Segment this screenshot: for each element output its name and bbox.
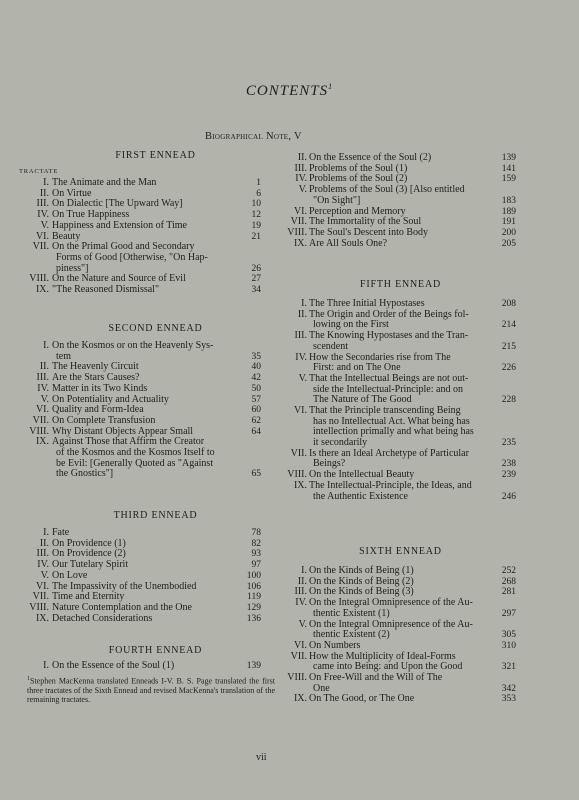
toc-entry-page: 246 <box>501 491 516 502</box>
toc-entry <box>284 331 516 352</box>
toc-entry-title: How the Multiplicity of Ideal-Forms <box>309 650 456 662</box>
toc-entry-title: Our Tutelary Spirit <box>52 559 129 571</box>
toc-entry-page: 321 <box>501 662 516 673</box>
toc-entry-page: 19 <box>251 220 261 231</box>
biographical-note-entry: Biographical Note, V <box>205 131 302 142</box>
toc-entry <box>284 641 516 652</box>
toc-entry-page: 62 <box>251 415 261 426</box>
toc-entry-page: 191 <box>501 217 516 228</box>
section-heading-first-ennead: FIRST ENNEAD <box>115 150 196 161</box>
toc-entry-title: On the Essence of the Soul (1) <box>52 660 175 671</box>
toc-entry-title: tem <box>56 350 71 362</box>
toc-entry-numeral: II. <box>297 152 307 163</box>
tractate-label: TRACTATE <box>19 168 59 175</box>
toc-entry-numeral: II. <box>297 308 307 320</box>
toc-entry-title: intellection primally and what being has <box>313 426 474 438</box>
footnote-marker: 1 <box>328 82 334 91</box>
section-heading-fourth-ennead: FOURTH ENNEAD <box>108 645 203 656</box>
toc-entry-page: 119 <box>247 592 261 603</box>
toc-entry-title: On Complete Transfusion <box>52 414 156 426</box>
toc-entry-title: On the Integral Omnipresence of the Au- <box>309 597 473 609</box>
toc-entry-title: Against Those that Affirm the Creator <box>52 436 205 448</box>
toc-entry-title: The Immortality of the Soul <box>309 216 422 228</box>
toc-entry-numeral: I. <box>43 660 49 671</box>
toc-entry-title: Matter in its Two Kinds <box>52 382 148 394</box>
toc-entry-page: 159 <box>501 174 516 185</box>
toc-entry-title: On the Kinds of Being (2) <box>309 575 414 587</box>
toc-entry-title: On The Good, or The One <box>309 693 415 705</box>
toc-entry-page: 281 <box>501 587 516 598</box>
toc-entry-title: Happiness and Extension of Time <box>52 219 187 231</box>
toc-entry <box>284 652 516 673</box>
toc-entry-page: 136 <box>246 613 261 624</box>
toc-entry-page: 238 <box>501 459 516 470</box>
toc-entry-numeral: IX. <box>35 436 49 448</box>
toc-entry-title: Fate <box>52 527 70 538</box>
toc-entry-title: Beauty <box>52 230 81 242</box>
toc-entry-numeral: V. <box>298 618 307 630</box>
toc-entry-numeral: II. <box>39 361 49 373</box>
toc-entry-title: thentic Existent (1) <box>313 607 390 619</box>
title-text: CONTENTS <box>245 83 329 99</box>
toc-entry-numeral: VII. <box>32 414 49 426</box>
toc-entry-title: "On Sight"] <box>313 194 361 206</box>
toc-entry <box>27 341 261 362</box>
toc-entry <box>27 603 261 614</box>
toc-entry-numeral: V. <box>298 184 307 196</box>
toc-entry-title: The Animate and the Man <box>52 177 157 188</box>
toc-entry-title: Quality and Form-Idea <box>52 404 144 416</box>
toc-entry-title: On Dialectic [The Upward Way] <box>52 198 183 210</box>
toc-entry-numeral: VIII. <box>287 226 307 238</box>
toc-entry-numeral: IX. <box>293 693 307 705</box>
toc-entry-numeral: VI. <box>35 580 49 592</box>
toc-entry-title: of the Kosmos and the Kosmos Itself to <box>56 446 215 458</box>
toc-entry-page: 10 <box>251 199 261 210</box>
toc-entry-page: 139 <box>501 153 516 163</box>
toc-entry-title: On Providence (2) <box>52 548 126 560</box>
toc-entry-page: 252 <box>501 566 516 576</box>
section-heading-fifth-ennead: FIFTH ENNEAD <box>360 279 441 290</box>
toc-entry <box>27 384 261 395</box>
toc-entry-page: 35 <box>251 351 261 362</box>
toc-entry-page: 189 <box>501 206 516 217</box>
toc-entry-title: The Origin and Order of the Beings fol- <box>309 308 469 320</box>
toc-entry <box>27 416 261 427</box>
toc-entry-title: Are the Stars Causes? <box>52 372 140 384</box>
toc-entry-title: "The Reasoned Dismissal" <box>52 284 160 295</box>
toc-entry-page: 183 <box>501 195 516 206</box>
toc-entry-page: 50 <box>251 383 261 394</box>
footnote <box>27 675 275 705</box>
toc-entry-numeral: VI. <box>293 639 307 651</box>
footnote-text: Stephen MacKenna translated Enneads I-V. B. S. Page translated the first three tractates of the Sixth Ennead and revised MacKenna's translation of the remaining tractates. <box>27 676 275 705</box>
toc-entry-title: On Virtue <box>52 187 92 199</box>
toc-entry-title: That the Principle transcending Being <box>309 405 461 416</box>
toc-entry <box>27 242 261 274</box>
toc-entry-numeral: II. <box>39 537 49 549</box>
toc-entry-title: One <box>313 682 330 694</box>
toc-entry <box>284 620 516 641</box>
toc-entry-numeral: IX. <box>35 612 49 624</box>
toc-entry-title: On the Nature and Source of Evil <box>52 273 186 285</box>
toc-entry-title: The Intellectual-Principle, the Ideas, and <box>309 479 472 491</box>
toc-entry-numeral: IX. <box>293 237 307 249</box>
toc-entry-page: 106 <box>246 581 261 592</box>
toc-entry-title: scendent <box>313 340 348 352</box>
toc-entry-title: On Free-Will and the Will of The <box>309 672 443 683</box>
toc-entry-title: On Love <box>52 569 88 581</box>
toc-entry <box>284 694 516 705</box>
toc-entry-title: Problems of the Soul (1) <box>309 162 408 174</box>
toc-entry-title: On the Kinds of Being (3) <box>309 586 414 598</box>
toc-entry-title: Perception and Memory <box>309 205 406 217</box>
toc-entry-page: 141 <box>501 163 516 174</box>
toc-entry-title: the Authentic Existence <box>313 490 408 502</box>
toc-entry-numeral: III. <box>36 548 49 560</box>
toc-entry-title: The Knowing Hypostases and the Tran- <box>309 330 469 342</box>
toc-entry-title: That the Intellectual Beings are not out- <box>309 372 469 384</box>
toc-entry-title: On the Kinds of Being (1) <box>309 565 414 576</box>
toc-entry <box>284 406 516 449</box>
toc-entry-page: 65 <box>251 469 261 480</box>
toc-entry-title: The Impassivity of the Unembodied <box>52 580 197 592</box>
toc-entry-title: On Numbers <box>309 639 361 651</box>
toc-entry-page: 97 <box>251 560 261 571</box>
toc-entry <box>284 673 516 694</box>
toc-entry-page: 100 <box>246 570 261 581</box>
toc-entry-title: The Soul's Descent into Body <box>309 226 429 238</box>
toc-entry-numeral: V. <box>40 569 49 581</box>
toc-entry-numeral: I. <box>43 177 49 188</box>
toc-entry-page: 27 <box>251 274 261 285</box>
section-heading-third-ennead: THIRD ENNEAD <box>113 510 198 521</box>
toc-entry <box>284 353 516 374</box>
toc-entry-page: 342 <box>501 683 516 694</box>
toc-entry <box>27 571 261 582</box>
toc-entry-numeral: VII. <box>32 241 49 253</box>
toc-entry <box>27 285 261 296</box>
toc-entry <box>284 185 516 206</box>
toc-entry-numeral: III. <box>294 330 307 342</box>
toc-entry-title: Beings? <box>313 458 346 470</box>
toc-entry-title: On the Integral Omnipresence of the Au- <box>309 618 473 630</box>
toc-entry-title: it secondarily <box>313 437 368 449</box>
toc-entry-page: 239 <box>501 470 516 481</box>
toc-entry <box>27 437 261 480</box>
toc-entry-title: thentic Existent (2) <box>313 629 390 641</box>
toc-entry-numeral: VIII. <box>29 425 49 437</box>
toc-entry-numeral: III. <box>36 372 49 384</box>
toc-entry-title: Time and Eternity <box>52 591 125 603</box>
toc-entry-page: 21 <box>251 231 261 242</box>
toc-entry-title: The Nature of The Good <box>313 394 412 406</box>
toc-entry <box>284 449 516 470</box>
toc-entry-page: 60 <box>251 405 261 416</box>
toc-entry-numeral: I. <box>43 340 49 351</box>
toc-entry-numeral: IV. <box>37 209 49 221</box>
toc-entry-title: has no Intellectual Act. What being has <box>313 415 470 427</box>
toc-entry-title: be Evil: [Generally Quoted as "Against <box>56 457 214 469</box>
toc-entry-page: 129 <box>246 602 261 613</box>
toc-entry-page: 205 <box>501 238 516 249</box>
toc-entry-title: On the Kosmos or on the Heavenly Sys- <box>52 340 214 351</box>
toc-entry-numeral: I. <box>301 298 307 309</box>
toc-entry-page: 1 <box>256 178 261 188</box>
toc-entry-numeral: IV. <box>295 351 307 363</box>
toc-entry-page: 353 <box>501 694 516 705</box>
toc-entry-numeral: VIII. <box>29 601 49 613</box>
toc-entry <box>284 239 516 250</box>
toc-entry-title: On Providence (1) <box>52 537 126 549</box>
toc-entry-numeral: VIII. <box>29 273 49 285</box>
toc-entry-page: 214 <box>501 320 516 331</box>
toc-entry-page: 26 <box>251 263 261 274</box>
toc-entry-page: 42 <box>251 373 261 384</box>
toc-entry-numeral: IV. <box>295 597 307 609</box>
toc-entry-page: 297 <box>501 608 516 619</box>
toc-entry-title: The Three Initial Hypostases <box>309 298 425 309</box>
toc-entry <box>284 481 516 502</box>
toc-entry-page: 64 <box>251 426 261 437</box>
toc-entry-page: 139 <box>246 661 261 671</box>
toc-entry-numeral: III. <box>36 198 49 210</box>
toc-entry-numeral: V. <box>40 219 49 231</box>
toc-entry <box>284 374 516 406</box>
page-title <box>0 82 579 100</box>
toc-entry-page: 93 <box>251 549 261 560</box>
section-heading-second-ennead: SECOND ENNEAD <box>108 323 203 334</box>
toc-entry <box>284 228 516 239</box>
toc-entry-numeral: VIII. <box>287 469 307 481</box>
toc-entry-numeral: V. <box>40 393 49 405</box>
toc-entry-numeral: VII. <box>290 650 307 662</box>
toc-entry-page: 235 <box>501 438 516 449</box>
toc-entry-page: 268 <box>501 576 516 587</box>
toc-entry <box>27 221 261 232</box>
toc-entry-title: Is there an Ideal Archetype of Particular <box>309 447 469 459</box>
toc-entry-numeral: VI. <box>35 404 49 416</box>
toc-entry-title: Are All Souls One? <box>309 237 388 249</box>
toc-entry-title: The Heavenly Circuit <box>52 361 139 373</box>
page-number: vii <box>256 752 267 763</box>
toc-entry-numeral: III. <box>294 586 307 598</box>
toc-entry-page: 208 <box>501 299 516 309</box>
toc-entry-numeral: VII. <box>290 216 307 228</box>
toc-entry-numeral: I. <box>43 527 49 538</box>
toc-entry-title: On the Essence of the Soul (2) <box>309 152 432 163</box>
toc-entry-numeral: IX. <box>293 479 307 491</box>
toc-entry-numeral: IV. <box>295 173 307 185</box>
toc-entry-page: 12 <box>251 210 261 221</box>
toc-entry-title: side the Intellectual-Principle: and on <box>313 383 463 395</box>
toc-entry-numeral: IV. <box>37 559 49 571</box>
toc-entry-numeral: VIII. <box>287 672 307 683</box>
toc-entry-title: First: and on The One <box>313 362 401 374</box>
toc-entry-title: On Potentiality and Actuality <box>52 393 169 405</box>
toc-entry-title: came into Being: and Upon the Good <box>313 661 463 673</box>
toc-entry-numeral: VI. <box>293 205 307 217</box>
toc-entry-title: the Gnostics"] <box>56 468 114 480</box>
toc-entry-numeral: I. <box>301 565 307 576</box>
toc-entry-numeral: II. <box>39 187 49 199</box>
toc-entry-numeral: II. <box>297 575 307 587</box>
toc-entry-page: 40 <box>251 362 261 373</box>
toc-entry-numeral: VII. <box>32 591 49 603</box>
toc-entry-page: 228 <box>501 395 516 406</box>
toc-entry-title: On the Primal Good and Secondary <box>52 241 195 253</box>
toc-entry-page: 200 <box>501 227 516 238</box>
toc-entry-title: On the Intellectual Beauty <box>309 469 415 481</box>
toc-entry-numeral: VI. <box>293 405 307 416</box>
footnote-mark: 1 <box>27 676 30 682</box>
toc-entry-title: On True Happiness <box>52 209 130 221</box>
toc-entry-title: Nature Contemplation and the One <box>52 601 192 613</box>
toc-entry <box>27 614 261 625</box>
toc-entry <box>284 598 516 619</box>
toc-entry-title: lowing on the First <box>313 319 389 331</box>
toc-entry-title: Forms of Good [Otherwise, "On Hap- <box>56 251 208 263</box>
toc-entry-title: How the Secondaries rise from The <box>309 351 451 363</box>
toc-entry-page: 82 <box>251 538 261 549</box>
toc-entry-title: piness"] <box>56 262 89 274</box>
toc-entry-numeral: IX. <box>35 284 49 295</box>
toc-entry-page: 310 <box>501 640 516 651</box>
toc-entry-page: 226 <box>501 363 516 374</box>
section-heading-sixth-ennead: SIXTH ENNEAD <box>359 546 442 557</box>
toc-entry-title: Problems of the Soul (2) <box>309 173 408 185</box>
toc-entry-page: 78 <box>251 528 261 538</box>
toc-entry-page: 305 <box>501 630 516 641</box>
toc-entry-page: 215 <box>501 341 516 352</box>
toc-entry-numeral: III. <box>294 162 307 174</box>
toc-entry-page: 6 <box>256 188 261 199</box>
toc-entry-numeral: V. <box>298 372 307 384</box>
toc-entry-page: 57 <box>251 394 261 405</box>
toc-entry <box>284 310 516 331</box>
toc-entry-numeral: VII. <box>290 447 307 459</box>
toc-entry-numeral: IV. <box>37 382 49 394</box>
toc-entry-title: Why Distant Objects Appear Small <box>52 425 194 437</box>
toc-entry-title: Problems of the Soul (3) [Also entitled <box>309 184 465 196</box>
toc-entry-page: 34 <box>251 285 261 295</box>
toc-entry <box>27 661 261 672</box>
toc-entry-title: Detached Considerations <box>52 612 153 624</box>
toc-entry-numeral: VI. <box>35 230 49 242</box>
